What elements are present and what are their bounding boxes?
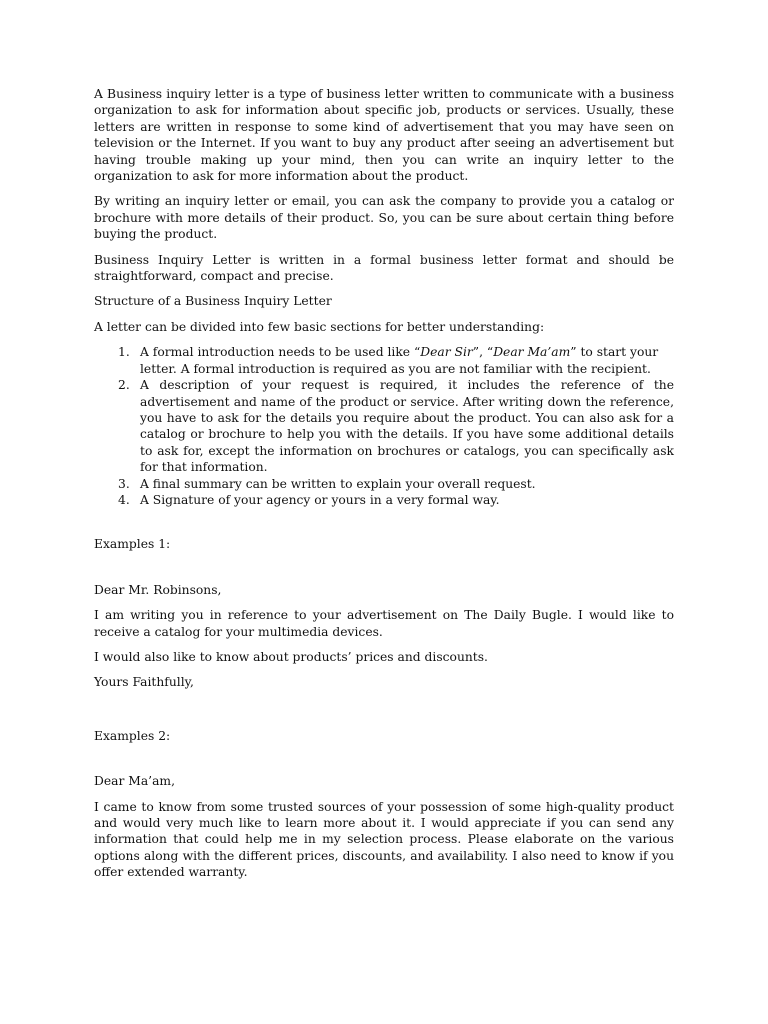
list-item-text-before: A formal introduction needs to be used like “ <box>140 345 421 360</box>
list-item-number: 2. <box>118 378 130 393</box>
list-item-quote-dear-maam: Dear Ma’am <box>493 345 571 360</box>
list-item-number: 1. <box>118 345 130 360</box>
structure-lead: A letter can be divided into few basic sections for better understanding: <box>94 319 545 334</box>
list-item <box>94 344 674 377</box>
list-item-text: A Signature of your agency or yours in a very formal way. <box>140 492 500 507</box>
list-item-text-after: ” to start your letter. A formal introduction is required as you are not familiar with the recipient. <box>140 345 659 376</box>
example-2-body-1: I came to know from some trusted sources of your possession of some high-quality product and would very much like to learn more about it. I would appreciate if you can send any information that could help me in my selection process. Please elaborate on the various options along with the different prices, discounts, and availability. I also need to know if you offer extended warranty. <box>94 799 674 880</box>
example-2-salutation: Dear Ma’am, <box>94 774 175 789</box>
example-1-closing: Yours Faithfully, <box>94 675 194 690</box>
example-1-body-1: I am writing you in reference to your advertisement on The Daily Bugle. I would like to receive a catalog for your multimedia devices. <box>94 608 674 639</box>
example-2-heading: Examples 2: <box>94 728 171 743</box>
spacer <box>94 700 674 728</box>
structure-list <box>94 344 674 508</box>
spacer <box>94 753 674 773</box>
list-item <box>94 377 674 475</box>
example-1-salutation: Dear Mr. Robinsons, <box>94 582 222 597</box>
list-item <box>94 492 674 508</box>
list-item-quote-dear-sir: Dear Sir <box>420 345 473 360</box>
example-1-heading: Examples 1: <box>94 537 171 552</box>
intro-paragraph-2: By writing an inquiry letter or email, you can ask the company to provide you a catalog or brochure with more details of their product. So, you can be sure about certain thing before buying the product. <box>94 194 674 242</box>
spacer <box>94 508 674 536</box>
spacer <box>94 562 674 582</box>
list-item-text: A description of your request is required, it includes the reference of the advertisement and name of the product or service. After writing down the reference, you have to ask for the details you require about the product. You can also ask for a catalog or brochure to help you with the details. If you have some additional details to ask for, except the information on brochures or catalogs, you can specifically ask for that information. <box>140 378 674 475</box>
list-item-text-mid: ”, “ <box>472 345 494 360</box>
list-item <box>94 476 674 492</box>
intro-paragraph-1: A Business inquiry letter is a type of business letter written to communicate with a business organization to ask for information about specific job, products or services. Usually, these letters are written in response to some kind of advertisement that you may have seen on television or the Internet. If you want to buy any product after seeing an advertisement but having trouble making up your mind, then you can write an inquiry letter to the organization to ask for more information about the product. <box>94 87 674 184</box>
example-1-body-2: I would also like to know about products’ prices and discounts. <box>94 649 488 664</box>
list-item-number: 4. <box>118 492 130 507</box>
list-item-text: A final summary can be written to explain your overall request. <box>140 476 536 491</box>
list-item-number: 3. <box>118 476 130 491</box>
structure-heading: Structure of a Business Inquiry Letter <box>94 294 332 309</box>
intro-paragraph-3: Business Inquiry Letter is written in a formal business letter format and should be straightforward, compact and precise. <box>94 252 674 284</box>
